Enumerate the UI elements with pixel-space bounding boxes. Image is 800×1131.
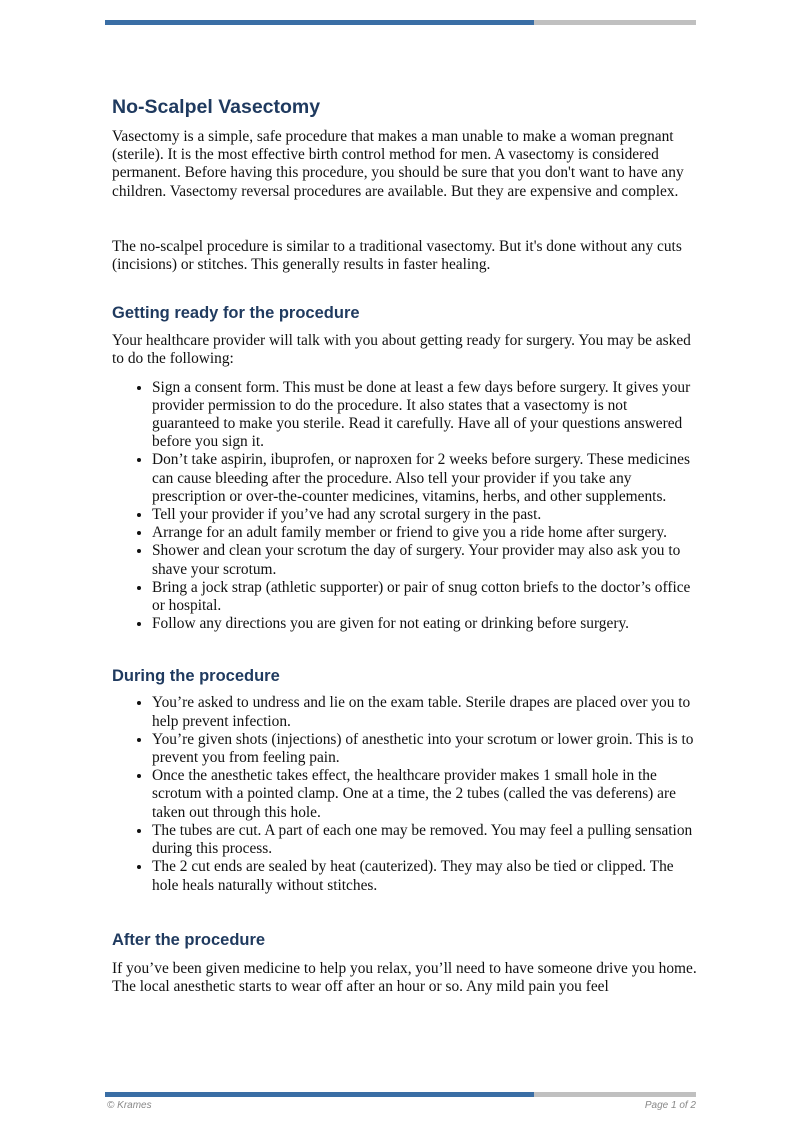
top-rule bbox=[105, 20, 696, 25]
list-item: • You’re given shots (injections) of anesthetic into your scrotum or lower groin. This is to prevent you from feeling pain. bbox=[152, 731, 697, 767]
footer-copyright: © Krames bbox=[107, 1100, 152, 1111]
list-item: • Sign a consent form. This must be done at least a few days before surgery. It gives your provider permission to do the procedure. It also states that a vasectomy is not guaranteed to make you sterile. Read it carefully. Have all of your questions answered before you sign it. bbox=[152, 379, 697, 452]
section-heading-getting-ready: Getting ready for the procedure bbox=[112, 304, 360, 323]
list-item: • Once the anesthetic takes effect, the healthcare provider makes 1 small hole in the scrotum with a pointed clamp. One at a time, the 2 tubes (called the vas deferens) are taken out through this hole. bbox=[152, 767, 697, 822]
list-item: • Bring a jock strap (athletic supporter) or pair of snug cotton briefs to the doctor’s office or hospital. bbox=[152, 579, 697, 615]
list-item: • The 2 cut ends are sealed by heat (cauterized). They may also be tied or clipped. The hole heals naturally without stitches. bbox=[152, 858, 697, 894]
after-paragraph: If you’ve been given medicine to help you relax, you’ll need to have someone drive you home. The local anesthetic starts to wear off after an hour or so. Any mild pain you feel bbox=[112, 959, 697, 995]
list-item: • Tell your provider if you’ve had any scrotal surgery in the past. bbox=[152, 506, 697, 524]
list-item: • The tubes are cut. A part of each one may be removed. You may feel a pulling sensation during this process. bbox=[152, 822, 697, 858]
bottom-rule-secondary bbox=[534, 1092, 696, 1097]
intro-paragraph-1: Vasectomy is a simple, safe procedure that makes a man unable to make a woman pregnant (sterile). It is the most effective birth control method for men. A vasectomy is considered permanent. Before having this procedure, you should be sure that you don't want to have any children. Vasectomy reversal procedures are available. But they are expensive and complex. bbox=[112, 128, 684, 200]
list-item: • Don’t take aspirin, ibuprofen, or naproxen for 2 weeks before surgery. These medicines can cause bleeding after the procedure. Also tell your provider if you take any prescription or over-the-counter medicines, vitamins, herbs, and other supplements. bbox=[152, 451, 697, 506]
list-item: • Shower and clean your scrotum the day of surgery. Your provider may also ask you to shave your scrotum. bbox=[152, 542, 697, 578]
list-item: • Arrange for an adult family member or friend to give you a ride home after surgery. bbox=[152, 524, 697, 542]
during-list bbox=[112, 694, 697, 894]
top-rule-secondary bbox=[534, 20, 696, 25]
page-title: No-Scalpel Vasectomy bbox=[112, 96, 321, 118]
intro-paragraph-2: The no-scalpel procedure is similar to a traditional vasectomy. But it's done without any cuts (incisions) or stitches. This generally results in faster healing. bbox=[112, 237, 682, 274]
footer-page-number: Page 1 of 2 bbox=[644, 1100, 696, 1111]
section-heading-during: During the procedure bbox=[112, 667, 280, 686]
getting-ready-intro: Your healthcare provider will talk with you about getting ready for surgery. You may be asked to do the following: bbox=[112, 332, 691, 368]
bottom-rule bbox=[105, 1092, 696, 1097]
getting-ready-list bbox=[112, 379, 697, 634]
list-item: • Follow any directions you are given for not eating or drinking before surgery. bbox=[152, 615, 697, 633]
list-item: • You’re asked to undress and lie on the exam table. Sterile drapes are placed over you to help prevent infection. bbox=[152, 694, 697, 730]
bottom-rule-primary bbox=[105, 1092, 534, 1097]
top-rule-primary bbox=[105, 20, 534, 25]
section-heading-after: After the procedure bbox=[112, 930, 266, 949]
document-body bbox=[112, 95, 697, 996]
